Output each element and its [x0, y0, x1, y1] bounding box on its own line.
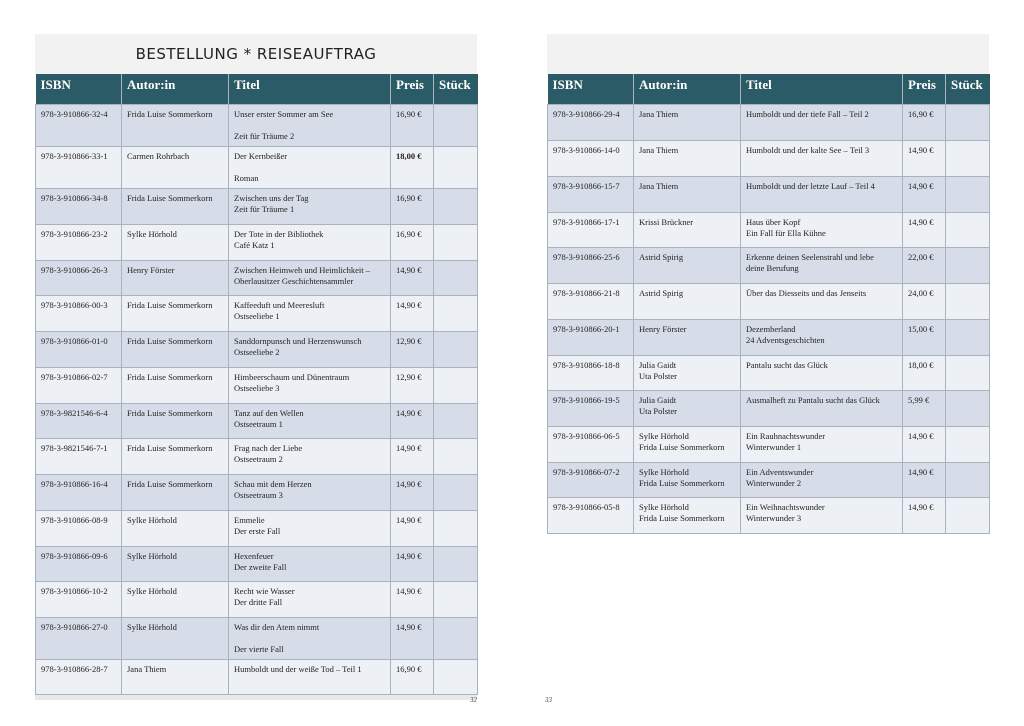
price-cell: 14,90 €: [903, 462, 946, 497]
title-line: Ein Weihnachtswunder: [746, 501, 825, 512]
price-cell: 14,90 €: [903, 140, 946, 176]
title-cell: [741, 212, 903, 247]
table-row: [36, 104, 478, 146]
subtitle-line: Der vierte Fall: [234, 643, 284, 654]
title-line: Frag nach der Liebe: [234, 442, 303, 453]
price-cell: 14,90 €: [391, 260, 434, 295]
quantity-input-cell[interactable]: [434, 104, 478, 146]
author-line: Frida Luise Sommerkorn: [127, 299, 213, 310]
title-line: Hexenfeuer: [234, 550, 274, 561]
subtitle-line: Winterwunder 2: [746, 477, 802, 488]
isbn-cell: 978-3-910866-25-6: [548, 247, 634, 283]
price-cell: 14,90 €: [391, 581, 434, 617]
quantity-input-cell[interactable]: [946, 390, 990, 426]
author-cell: [634, 104, 741, 140]
isbn-cell: 978-3-910866-08-9: [36, 510, 122, 546]
table-row: [36, 659, 478, 694]
quantity-input-cell[interactable]: [946, 355, 990, 390]
isbn-cell: 978-3-910866-14-0: [548, 140, 634, 176]
isbn-cell: 978-3-910866-17-1: [548, 212, 634, 247]
author-cell: [634, 497, 741, 533]
author-line: Frida Luise Sommerkorn: [127, 192, 213, 203]
isbn-cell: 978-3-910866-02-7: [36, 367, 122, 403]
isbn-cell: 978-3-910866-26-3: [36, 260, 122, 295]
table-body-left: [36, 104, 478, 694]
title-line: Der Kernbeißer: [234, 150, 288, 161]
table-row: [548, 462, 990, 497]
table-row: [36, 295, 478, 331]
author-cell: [634, 283, 741, 319]
price-cell: 14,90 €: [391, 474, 434, 510]
isbn-cell: 978-3-910866-27-0: [36, 617, 122, 659]
table-row: [36, 474, 478, 510]
column-header-price: Preis: [391, 74, 434, 104]
author-line: Jana Thiem: [639, 144, 679, 155]
table-row: [36, 331, 478, 367]
author-line: Sylke Hörhold: [639, 501, 689, 512]
author-line: Jana Thiem: [639, 180, 679, 191]
quantity-input-cell[interactable]: [434, 474, 478, 510]
author-cell: [634, 212, 741, 247]
table-row: [36, 581, 478, 617]
price-cell: 18,00 €: [903, 355, 946, 390]
isbn-cell: 978-3-910866-33-1: [36, 146, 122, 188]
quantity-input-cell[interactable]: [434, 617, 478, 659]
table-row: [548, 104, 990, 140]
author-line: Julia Gaidt: [639, 394, 677, 405]
isbn-cell: 978-3-910866-00-3: [36, 295, 122, 331]
table-header-row: [548, 74, 990, 104]
author-cell: [122, 295, 229, 331]
author-cell: [634, 390, 741, 426]
isbn-cell: 978-3-910866-28-7: [36, 659, 122, 694]
table-row: [36, 617, 478, 659]
price-cell: 12,90 €: [391, 367, 434, 403]
subtitle-line: Oberlausitzer Geschichtensammler: [234, 275, 354, 286]
table-row: [548, 283, 990, 319]
title-line: Humboldt und der tiefe Fall – Teil 2: [746, 108, 869, 119]
table-row: [36, 260, 478, 295]
price-cell: 14,90 €: [903, 176, 946, 212]
subtitle-line: Der erste Fall: [234, 525, 281, 536]
isbn-cell: 978-3-910866-32-4: [36, 104, 122, 146]
table-row: [36, 438, 478, 474]
author-cell: [122, 260, 229, 295]
isbn-cell: 978-3-910866-20-1: [548, 319, 634, 355]
column-header-title: Titel: [229, 74, 391, 104]
author-cell: [634, 426, 741, 462]
subtitle-line: Café Katz 1: [234, 239, 275, 250]
author-line: Frida Luise Sommerkorn: [639, 512, 725, 523]
title-cell: [741, 355, 903, 390]
author-cell: [122, 659, 229, 694]
title-cell: [741, 104, 903, 140]
title-cell: [741, 140, 903, 176]
table-body-right: [548, 104, 990, 533]
table-row: [548, 390, 990, 426]
title-cell: [229, 104, 391, 146]
title-line: Der Tote in der Bibliothek: [234, 228, 324, 239]
title-line: Himbeerschaum und Dünentraum: [234, 371, 350, 382]
title-cell: [229, 403, 391, 438]
author-line: Sylke Hörhold: [127, 228, 177, 239]
isbn-cell: 978-3-910866-15-7: [548, 176, 634, 212]
title-line: Erkenne deinen Seelenstrahl und lebe: [746, 251, 874, 262]
table-row: [548, 212, 990, 247]
author-cell: [122, 474, 229, 510]
author-line: Astrid Spirig: [639, 251, 684, 262]
author-cell: [122, 403, 229, 438]
title-line: Humboldt und der letzte Lauf – Teil 4: [746, 180, 875, 191]
title-cell: [741, 176, 903, 212]
table-row: [548, 319, 990, 355]
subtitle-line: Winterwunder 1: [746, 441, 802, 452]
author-line: Frida Luise Sommerkorn: [127, 407, 213, 418]
author-cell: [634, 462, 741, 497]
title-cell: [229, 331, 391, 367]
table-row: [548, 176, 990, 212]
title-line: Sanddornpunsch und Herzenswunsch: [234, 335, 362, 346]
price-cell: 14,90 €: [903, 212, 946, 247]
isbn-cell: 978-3-910866-19-5: [548, 390, 634, 426]
author-line: Henry Förster: [639, 323, 687, 334]
author-cell: [122, 104, 229, 146]
author-line: Sylke Hörhold: [639, 430, 689, 441]
author-line: Frida Luise Sommerkorn: [127, 478, 213, 489]
subtitle-line: Ein Fall für Ella Kühne: [746, 227, 826, 238]
title-cell: [741, 426, 903, 462]
column-header-author: Autor:in: [634, 74, 741, 104]
subtitle-line: Ostseeliebe 1: [234, 310, 280, 321]
title-cell: [229, 659, 391, 694]
table-row: [36, 224, 478, 260]
column-header-quantity: Stück: [946, 74, 990, 104]
price-cell: 14,90 €: [391, 438, 434, 474]
isbn-cell: 978-3-910866-18-8: [548, 355, 634, 390]
author-cell: [634, 319, 741, 355]
author-cell: [634, 355, 741, 390]
title-cell: [229, 438, 391, 474]
title-cell: [741, 319, 903, 355]
author-cell: [634, 140, 741, 176]
quantity-input-cell[interactable]: [434, 260, 478, 295]
page-number-left: 32: [470, 696, 477, 704]
isbn-cell: 978-3-9821546-7-1: [36, 438, 122, 474]
title-cell: [741, 497, 903, 533]
author-line: Sylke Hörhold: [127, 585, 177, 596]
price-cell: 12,90 €: [391, 331, 434, 367]
price-cell: 16,90 €: [391, 104, 434, 146]
isbn-cell: 978-3-9821546-6-4: [36, 403, 122, 438]
title-cell: [229, 546, 391, 581]
author-cell: [122, 367, 229, 403]
quantity-input-cell[interactable]: [946, 283, 990, 319]
page-number-right: 33: [545, 696, 552, 704]
title-cell: [229, 188, 391, 224]
subtitle-line: Ostseetraum 3: [234, 489, 283, 500]
order-table-right: [547, 74, 990, 534]
table-row: [36, 146, 478, 188]
title-line: Humboldt und der weiße Tod – Teil 1: [234, 663, 362, 674]
table-row: [548, 426, 990, 462]
order-page-right: [547, 34, 989, 534]
subtitle-line: Ostseetraum 1: [234, 418, 283, 429]
quantity-input-cell[interactable]: [434, 331, 478, 367]
title-line: Ausmalheft zu Pantalu sucht das Glück: [746, 394, 880, 405]
subtitle-line: Roman: [234, 172, 259, 183]
order-table-left: [35, 74, 478, 695]
quantity-input-cell[interactable]: [434, 403, 478, 438]
author-line: Sylke Hörhold: [127, 621, 177, 632]
title-cell: [229, 474, 391, 510]
title-cell: [229, 146, 391, 188]
column-header-price: Preis: [903, 74, 946, 104]
title-line: Unser erster Sommer am See: [234, 108, 334, 119]
table-row: [36, 546, 478, 581]
quantity-input-cell[interactable]: [434, 546, 478, 581]
title-line: Tanz auf den Wellen: [234, 407, 304, 418]
subtitle-line: Ostseeliebe 2: [234, 346, 280, 357]
quantity-input-cell[interactable]: [946, 497, 990, 533]
quantity-input-cell[interactable]: [434, 146, 478, 188]
price-cell: 14,90 €: [391, 617, 434, 659]
table-row: [548, 247, 990, 283]
title-line: Zwischen uns der Tag: [234, 192, 309, 203]
isbn-cell: 978-3-910866-29-4: [548, 104, 634, 140]
price-cell: 14,90 €: [391, 510, 434, 546]
price-cell: 16,90 €: [391, 188, 434, 224]
author-cell: [122, 581, 229, 617]
quantity-input-cell[interactable]: [434, 438, 478, 474]
table-row: [548, 355, 990, 390]
title-line: Ein Adventswunder: [746, 466, 814, 477]
price-cell: 24,00 €: [903, 283, 946, 319]
title-cell: [741, 390, 903, 426]
isbn-cell: 978-3-910866-16-4: [36, 474, 122, 510]
author-line: Uta Polster: [639, 405, 678, 416]
author-cell: [122, 331, 229, 367]
author-cell: [122, 188, 229, 224]
author-line: Frida Luise Sommerkorn: [127, 335, 213, 346]
author-cell: [634, 176, 741, 212]
author-line: Frida Luise Sommerkorn: [127, 442, 213, 453]
column-header-quantity: Stück: [434, 74, 478, 104]
subtitle-line: Der zweite Fall: [234, 561, 287, 572]
table-row: [548, 140, 990, 176]
title-line: Haus über Kopf: [746, 216, 801, 227]
quantity-input-cell[interactable]: [434, 224, 478, 260]
price-cell: 14,90 €: [903, 497, 946, 533]
title-line: Kaffeeduft und Meeresluft: [234, 299, 325, 310]
author-line: Sylke Hörhold: [127, 550, 177, 561]
page-title: BESTELLUNG * REISEAUFTRAG: [35, 34, 477, 74]
price-cell: 16,90 €: [903, 104, 946, 140]
price-cell: 15,00 €: [903, 319, 946, 355]
page-header-band: [547, 34, 989, 74]
table-header-row: [36, 74, 478, 104]
author-line: Frida Luise Sommerkorn: [127, 108, 213, 119]
table-row: [36, 403, 478, 438]
price-cell: 14,90 €: [391, 546, 434, 581]
author-line: Frida Luise Sommerkorn: [639, 477, 725, 488]
table-row: [36, 188, 478, 224]
subtitle-line: 24 Adventsgeschichten: [746, 334, 825, 345]
order-page-left: [35, 34, 477, 700]
title-cell: [229, 224, 391, 260]
isbn-cell: 978-3-910866-05-8: [548, 497, 634, 533]
price-cell: 5,99 €: [903, 390, 946, 426]
price-cell: 16,90 €: [391, 224, 434, 260]
quantity-input-cell[interactable]: [946, 212, 990, 247]
subtitle-line: deine Berufung: [746, 262, 799, 273]
quantity-input-cell[interactable]: [946, 104, 990, 140]
title-cell: [229, 581, 391, 617]
title-line: Über das Diesseits und das Jenseits: [746, 287, 867, 298]
quantity-input-cell[interactable]: [434, 659, 478, 694]
price-cell: 14,90 €: [903, 426, 946, 462]
quantity-input-cell[interactable]: [946, 140, 990, 176]
author-cell: [122, 510, 229, 546]
title-line: Schau mit dem Herzen: [234, 478, 312, 489]
isbn-cell: 978-3-910866-09-6: [36, 546, 122, 581]
isbn-cell: 978-3-910866-23-2: [36, 224, 122, 260]
quantity-input-cell[interactable]: [946, 319, 990, 355]
author-line: Sylke Hörhold: [127, 514, 177, 525]
price-cell: 14,90 €: [391, 295, 434, 331]
subtitle-line: Zeit für Träume 1: [234, 203, 295, 214]
isbn-cell: 978-3-910866-01-0: [36, 331, 122, 367]
title-cell: [229, 295, 391, 331]
subtitle-line: Ostseeliebe 3: [234, 382, 280, 393]
quantity-input-cell[interactable]: [434, 367, 478, 403]
price-cell: 22,00 €: [903, 247, 946, 283]
author-line: Krissi Brückner: [639, 216, 694, 227]
author-line: Henry Förster: [127, 264, 175, 275]
title-cell: [741, 283, 903, 319]
isbn-cell: 978-3-910866-10-2: [36, 581, 122, 617]
quantity-input-cell[interactable]: [434, 510, 478, 546]
title-cell: [229, 617, 391, 659]
table-row: [36, 510, 478, 546]
author-line: Carmen Rohrbach: [127, 150, 190, 161]
isbn-cell: 978-3-910866-21-8: [548, 283, 634, 319]
author-line: Uta Polster: [639, 370, 678, 381]
author-cell: [122, 546, 229, 581]
quantity-input-cell[interactable]: [946, 176, 990, 212]
title-cell: [229, 260, 391, 295]
table-row: [548, 497, 990, 533]
title-line: Humboldt und der kalte See – Teil 3: [746, 144, 870, 155]
isbn-cell: 978-3-910866-34-8: [36, 188, 122, 224]
quantity-input-cell[interactable]: [946, 426, 990, 462]
price-cell: 14,90 €: [391, 403, 434, 438]
quantity-input-cell[interactable]: [434, 295, 478, 331]
page-footer-band: [35, 695, 477, 700]
title-line: Pantalu sucht das Glück: [746, 359, 828, 370]
column-header-isbn: ISBN: [548, 74, 634, 104]
title-cell: [741, 247, 903, 283]
isbn-cell: 978-3-910866-07-2: [548, 462, 634, 497]
title-line: Zwischen Heimweh und Heimlichkeit –: [234, 264, 370, 275]
title-line: Emmelie: [234, 514, 265, 525]
price-cell: 16,90 €: [391, 659, 434, 694]
title-line: Dezemberland: [746, 323, 796, 334]
subtitle-line: Ostseetraum 2: [234, 453, 283, 464]
author-line: Jana Thiem: [639, 108, 679, 119]
table-row: [36, 367, 478, 403]
title-cell: [741, 462, 903, 497]
author-line: Astrid Spirig: [639, 287, 684, 298]
author-line: Frida Luise Sommerkorn: [639, 441, 725, 452]
quantity-input-cell[interactable]: [946, 462, 990, 497]
price-cell: 18,00 €: [391, 146, 434, 188]
quantity-input-cell[interactable]: [434, 188, 478, 224]
author-cell: [122, 438, 229, 474]
isbn-cell: 978-3-910866-06-5: [548, 426, 634, 462]
column-header-title: Titel: [741, 74, 903, 104]
quantity-input-cell[interactable]: [434, 581, 478, 617]
author-line: Frida Luise Sommerkorn: [127, 371, 213, 382]
author-line: Julia Gaidt: [639, 359, 677, 370]
author-cell: [122, 146, 229, 188]
title-cell: [229, 367, 391, 403]
author-line: Jana Thiem: [127, 663, 167, 674]
title-cell: [229, 510, 391, 546]
title-line: Was dir den Atem nimmt: [234, 621, 320, 632]
author-cell: [122, 224, 229, 260]
author-cell: [634, 247, 741, 283]
title-line: Recht wie Wasser: [234, 585, 295, 596]
column-header-author: Autor:in: [122, 74, 229, 104]
subtitle-line: Der dritte Fall: [234, 596, 283, 607]
subtitle-line: Zeit für Träume 2: [234, 130, 295, 141]
title-line: Ein Rauhnachtswunder: [746, 430, 826, 441]
author-line: Sylke Hörhold: [639, 466, 689, 477]
column-header-isbn: ISBN: [36, 74, 122, 104]
author-cell: [122, 617, 229, 659]
subtitle-line: Winterwunder 3: [746, 512, 802, 523]
quantity-input-cell[interactable]: [946, 247, 990, 283]
